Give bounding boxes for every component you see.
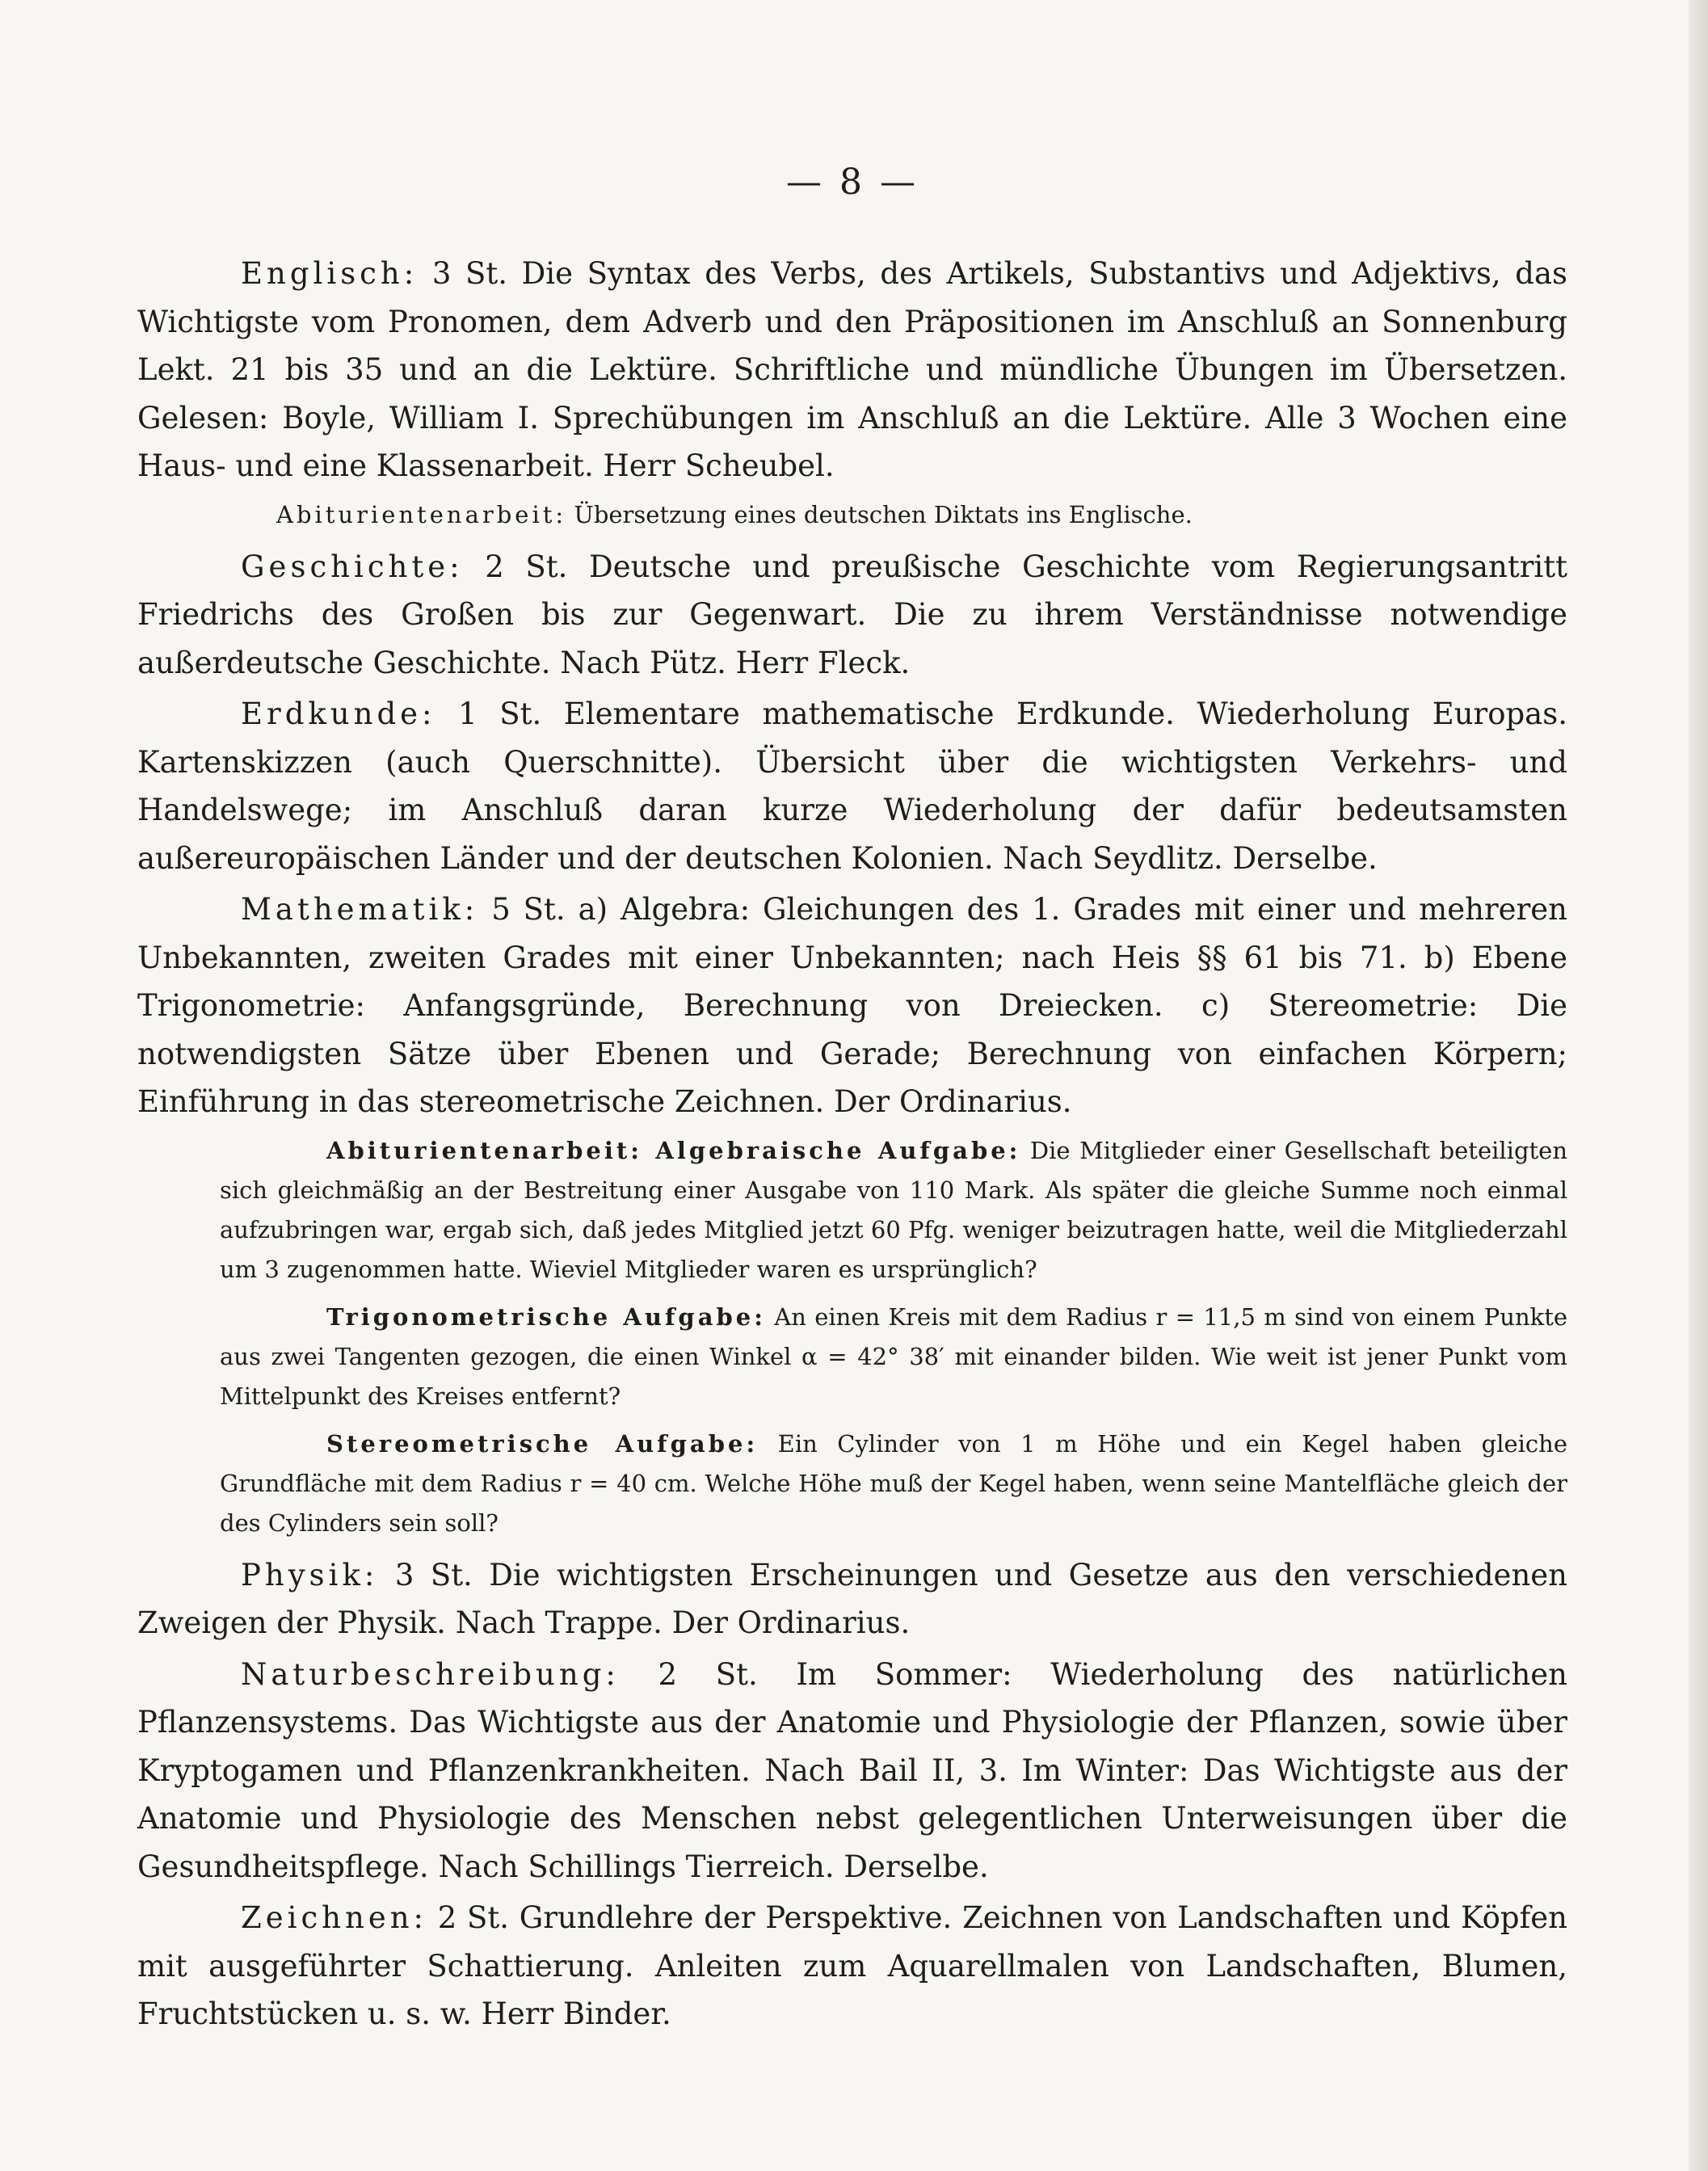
section-text: 5 St. a) Algebra: Gleichungen des 1. Grades mit einer und mehreren Unbekannten, zweiten Grades mit einer Unbekannten; nach Heis §§ 61 bis 71. b) Ebene Trigonometrie: Anfangsgründe, Berechnung von Dreiecken. c) Stereometrie: Die notwendigsten Sätze über Ebenen und Gerade; Berechnung von einfachen Körpern; Einführung in das stereometrische Zeichnen. Der Ordinarius. (137, 892, 1567, 1119)
note-stereometry-exam (137, 1424, 1567, 1543)
note-text: Ein Cylinder von 1 m Höhe und ein Kegel haben gleiche Grundfläche mit dem Radius r = 40 cm. Welche Höhe muß der Kegel haben, wenn seine Mantelfläche gleich der des Cylinders sein soll? (220, 1429, 1568, 1537)
section-geschichte (137, 543, 1567, 688)
page-edge-shadow (1689, 0, 1708, 2171)
section-mathematik (137, 886, 1567, 1126)
section-text: 2 St. Grundlehre der Perspektive. Zeichnen von Landschaften und Köpfen mit ausgeführter Schattierung. Anleiten zum Aquarellmalen von Landschaften, Blumen, Fruchtstücken u. s. w. Herr Binder. (137, 1900, 1567, 2031)
subject-label: Physik: (241, 1557, 379, 1592)
section-erdkunde (137, 690, 1567, 882)
section-zeichnen (137, 1894, 1567, 2038)
page-number: — 8 — (786, 162, 919, 203)
note-label: Stereometrische Aufgabe: (326, 1429, 759, 1458)
section-naturbeschreibung (137, 1651, 1567, 1891)
subject-label: Mathematik: (241, 892, 479, 927)
section-text: 1 St. Elementare mathematische Erdkunde. Wiederholung Europas. Kartenskizzen (auch Querschnitte). Übersicht über die wichtigsten Verkehrs- und Handelswege; im Anschluß daran kurze Wiederholung der dafür bedeutsamsten außereuropäischen Länder und der deutschen Kolonien. Nach Seydlitz. Derselbe. (137, 696, 1567, 876)
note-trigonometry-exam (137, 1298, 1567, 1416)
subject-label: Zeichnen: (241, 1900, 428, 1935)
note-algebra-exam (137, 1131, 1567, 1290)
subject-label: Erdkunde: (241, 696, 436, 731)
section-text: 2 St. Im Sommer: Wiederholung des natürlichen Pflanzensystems. Das Wichtigste aus der Anatomie und Physiologie der Pflanzen, sowie über Kryptogamen und Pflanzenkrankheiten. Nach Bail II, 3. Im Winter: Das Wichtigste aus der Anatomie und Physiologie des Menschen nebst gelegentlichen Unterweisungen über die Gesundheitspflege. Nach Schillings Tierreich. Derselbe. (137, 1656, 1568, 1884)
subject-label: Englisch: (241, 256, 419, 291)
note-englisch-exam (137, 495, 1567, 535)
note-text: Übersetzung eines deutschen Diktats ins Englische. (574, 500, 1193, 528)
section-text: 3 St. Die Syntax des Verbs, des Artikels, Substantivs und Adjektivs, das Wichtigste vom Pronomen, dem Adverb und den Präpositionen im Anschluß an Sonnenburg Lekt. 21 bis 35 und an die Lektüre. Schriftliche und mündliche Übungen im Übersetzen. Gelesen: Boyle, William I. Sprechübungen im Anschluß an die Lektüre. Alle 3 Wochen eine Haus- und eine Klassenarbeit. Herr Scheubel. (137, 256, 1567, 483)
document-page (137, 162, 1567, 2042)
note-label: Abiturientenarbeit: (276, 500, 567, 528)
section-text: 3 St. Die wichtigsten Erscheinungen und Gesetze aus den verschiedenen Zweigen der Physik. Nach Trappe. Der Ordinarius. (137, 1557, 1568, 1640)
note-text: Die Mitglieder einer Gesellschaft beteiligten sich gleichmäßig an der Bestreitung einer Ausgabe von 110 Mark. Als später die gleiche Summe noch einmal aufzubringen war, ergab sich, daß jedes Mitglied jetzt 60 Pfg. weniger beizutragen hatte, weil die Mitgliederzahl um 3 zugenommen hatte. Wieviel Mitglieder waren es ursprünglich? (220, 1136, 1568, 1283)
note-label: Trigonometrische Aufgabe: (326, 1302, 766, 1331)
note-text: An einen Kreis mit dem Radius r = 11,5 m sind von einem Punkte aus zwei Tangenten gezogen, die einen Winkel α = 42° 38′ mit einander bilden. Wie weit ist jener Punkt vom Mittelpunkt des Kreises entfernt? (220, 1302, 1568, 1410)
section-englisch (137, 250, 1567, 490)
section-physik (137, 1551, 1567, 1647)
subject-label: Naturbeschreibung: (241, 1656, 620, 1692)
subject-label: Geschichte: (241, 549, 464, 584)
note-label: Abiturientenarbeit: Algebraische Aufgabe: (326, 1136, 1021, 1164)
section-text: 2 St. Deutsche und preußische Geschichte vom Regierungsantritt Friedrichs des Großen bis zur Gegenwart. Die zu ihrem Verständnisse notwendige außerdeutsche Geschichte. Nach Pütz. Herr Fleck. (137, 549, 1567, 680)
